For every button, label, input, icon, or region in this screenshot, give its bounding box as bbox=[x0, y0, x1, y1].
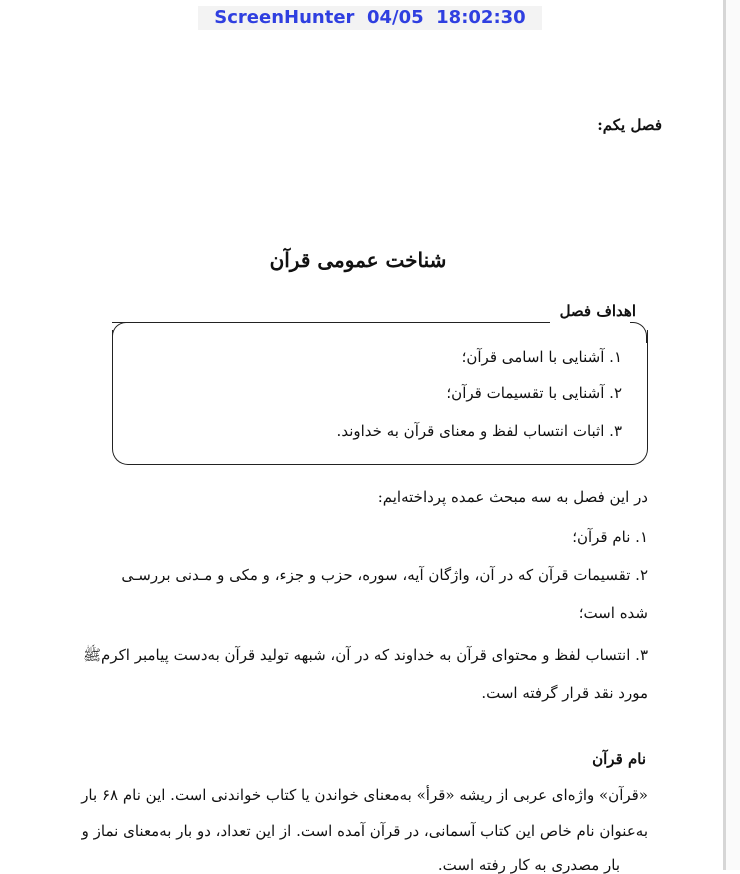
screenhunter-watermark: ScreenHunter 04/05 18:02:30 bbox=[198, 6, 542, 30]
section-paragraph-line: «قرآن» واژه‌ای عربی از ریشه «قرأ» به‌معنای خواندن یا کتاب خواندنی است. این نام ۶۸ بار bbox=[81, 786, 648, 804]
topic-item: ۲. تقسیمات قرآن که در آن، واژگان آیه، سوره، حزب و جزء، و مکی و مـدنی بررسـی bbox=[121, 566, 648, 584]
goal-item: ۳. اثبات انتساب لفظ و معنای قرآن به خداوند. bbox=[336, 422, 622, 440]
section-paragraph-line: به‌عنوان نام خاص این کتاب آسمانی، در قرآن آمده است. از این تعداد، دو بار به‌معنای نماز و bbox=[81, 822, 648, 840]
topic-item: ۳. انتساب لفظ و محتوای قرآن به خداوند که در آن، شبهه تولید قرآن به‌دست پیامبر اکرمﷺ bbox=[82, 646, 648, 664]
page-margin bbox=[726, 0, 740, 870]
goal-item: ۲. آشنایی با تقسیمات قرآن؛ bbox=[446, 384, 622, 402]
page-edge bbox=[723, 0, 726, 870]
chapter-label: فصل یکم: bbox=[597, 116, 662, 134]
topic-item: ۱. نام قرآن؛ bbox=[572, 528, 648, 546]
goals-heading: اهداف فصل bbox=[556, 302, 640, 320]
intro-paragraph: در این فصل به سه مبحث عمده پرداخته‌ایم: bbox=[377, 488, 648, 506]
topic-item-continuation: شده است؛ bbox=[578, 604, 648, 622]
goal-item: ۱. آشنایی با اسامی قرآن؛ bbox=[461, 348, 622, 366]
section-heading: نام قرآن bbox=[592, 750, 646, 768]
topic-item-continuation: مورد نقد قرار گرفته است. bbox=[481, 684, 648, 702]
goals-box-top-border bbox=[112, 322, 550, 323]
section-paragraph-line: بار مصدری به کار رفته است. bbox=[437, 856, 620, 874]
chapter-title: شناخت عمومی قرآن bbox=[269, 248, 447, 272]
